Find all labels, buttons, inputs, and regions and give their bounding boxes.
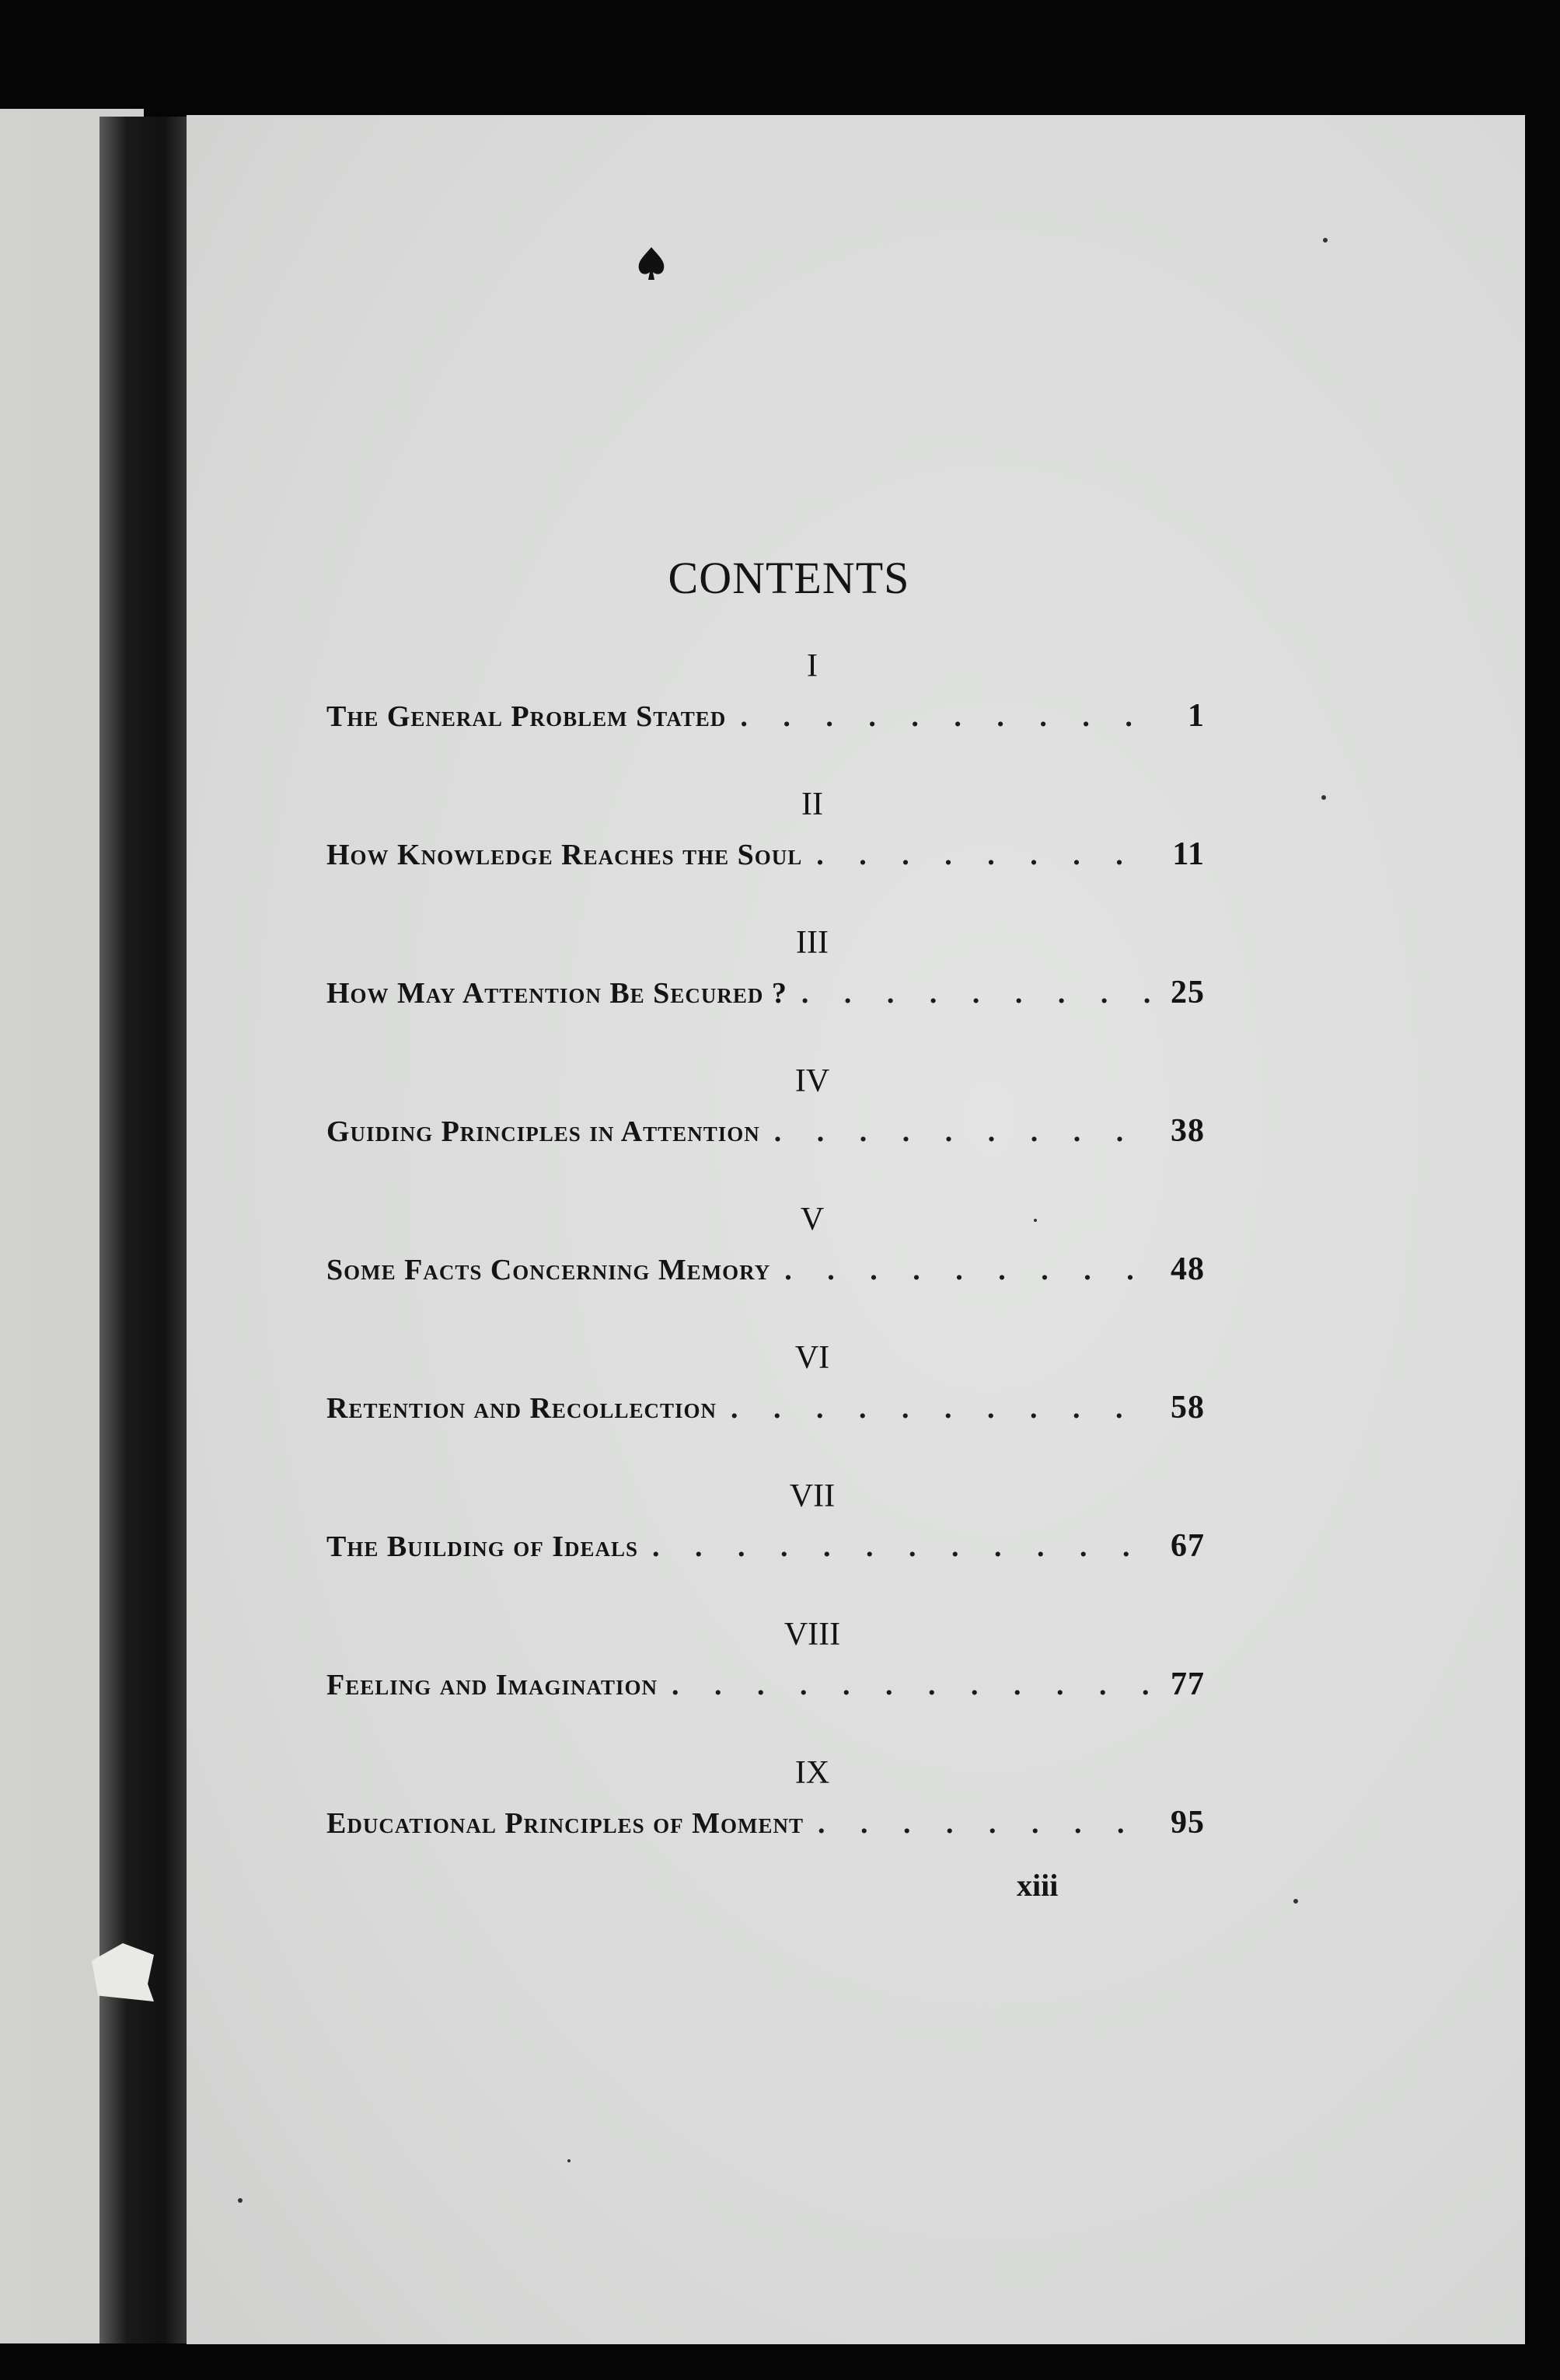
toc-entry xyxy=(326,1196,1205,1335)
chapter-page-number: 25 xyxy=(1171,975,1205,1010)
dot-leader xyxy=(638,1530,1150,1564)
chapter-page-number: 95 xyxy=(1171,1805,1205,1841)
chapter-page-number: 38 xyxy=(1171,1113,1205,1149)
chapter-numeral: IX xyxy=(794,1755,830,1791)
chapter-numeral: IV xyxy=(794,1063,830,1099)
table-of-contents xyxy=(326,552,1205,1888)
chapter-page-number: 58 xyxy=(1171,1390,1205,1426)
chapter-numeral: VI xyxy=(794,1340,830,1376)
chapter-numeral: VIII xyxy=(783,1617,841,1652)
dot-leader xyxy=(787,976,1150,1010)
toc-entries xyxy=(326,643,1205,1888)
toc-line xyxy=(326,1251,1205,1288)
dot-leader xyxy=(802,838,1150,872)
toc-entry xyxy=(326,1335,1205,1473)
chapter-title: Feeling and Imagination xyxy=(326,1669,658,1701)
ink-speck xyxy=(1321,795,1326,800)
chapter-title: The Building of Ideals xyxy=(326,1530,639,1563)
dot-leader xyxy=(726,700,1150,734)
toc-entry xyxy=(326,1473,1205,1611)
chapter-numeral: II xyxy=(801,787,823,822)
chapter-title: How May Attention Be Secured ? xyxy=(326,977,787,1010)
spade-ornament-icon xyxy=(636,246,667,281)
dot-leader xyxy=(770,1253,1150,1287)
chapter-page-number: 77 xyxy=(1171,1666,1205,1702)
toc-line xyxy=(326,1389,1205,1426)
chapter-title: Some Facts Concerning Memory xyxy=(326,1254,771,1286)
toc-entry xyxy=(326,1058,1205,1196)
dot-leader xyxy=(760,1115,1150,1149)
toc-line xyxy=(326,836,1205,873)
toc-entry xyxy=(326,781,1205,920)
chapter-title: The General Problem Stated xyxy=(326,700,727,733)
toc-line xyxy=(326,697,1205,735)
chapter-page-number: 67 xyxy=(1171,1528,1205,1564)
dot-leader xyxy=(658,1668,1150,1702)
chapter-title: Educational Principles of Moment xyxy=(326,1807,804,1840)
toc-line xyxy=(326,974,1205,1011)
dot-leader xyxy=(717,1391,1150,1426)
book-gutter xyxy=(99,117,191,2343)
ink-speck xyxy=(1293,1899,1298,1904)
toc-entry xyxy=(326,1750,1205,1888)
toc-entry xyxy=(326,1611,1205,1750)
toc-line xyxy=(326,1804,1205,1841)
contents-heading: CONTENTS xyxy=(668,553,910,603)
toc-entry xyxy=(326,920,1205,1058)
chapter-page-number: 1 xyxy=(1188,698,1205,734)
toc-line xyxy=(326,1527,1205,1565)
chapter-numeral: III xyxy=(796,925,829,961)
ink-speck xyxy=(238,2198,243,2203)
chapter-title: Retention and Recollection xyxy=(326,1392,717,1425)
chapter-numeral: I xyxy=(807,648,818,684)
chapter-title: How Knowledge Reaches the Soul xyxy=(326,839,803,871)
toc-line xyxy=(326,1112,1205,1150)
ink-speck xyxy=(567,2159,571,2162)
chapter-numeral: VII xyxy=(789,1478,836,1514)
chapter-title: Guiding Principles in Attention xyxy=(326,1115,760,1148)
toc-line xyxy=(326,1666,1205,1703)
ink-speck xyxy=(1323,238,1328,243)
chapter-page-number: 48 xyxy=(1171,1251,1205,1287)
dot-leader xyxy=(804,1806,1150,1841)
toc-entry xyxy=(326,643,1205,781)
chapter-numeral: V xyxy=(800,1202,825,1237)
page-folio: xiii xyxy=(1017,1868,1059,1903)
chapter-page-number: 11 xyxy=(1172,836,1205,872)
